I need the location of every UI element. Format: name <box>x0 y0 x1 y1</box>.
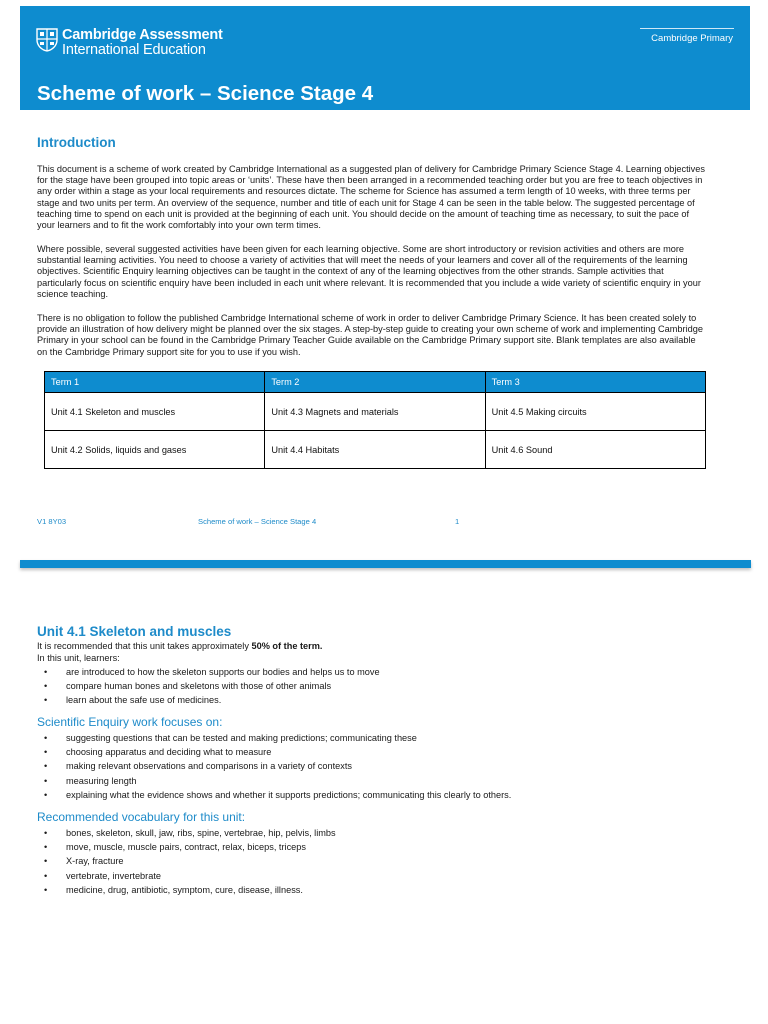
list-item: • choosing apparatus and deciding what to measure <box>44 747 272 758</box>
list-item: • bones, skeleton, skull, jaw, ribs, spine, vertebrae, hip, pelvis, limbs <box>44 828 336 838</box>
table-header-term-1: Term 1 <box>45 372 265 393</box>
list-item: • vertebrate, invertebrate <box>44 870 161 881</box>
table-cell: Unit 4.1 Skeleton and muscles <box>45 393 265 431</box>
logo-line-1: Cambridge Assessment <box>62 27 223 43</box>
list-item: • medicine, drug, antibiotic, symptom, cure, disease, illness. <box>44 884 303 895</box>
list-item: • are introduced to how the skeleton supports our bodies and helps us to move <box>44 667 380 677</box>
table-cell: Unit 4.3 Magnets and materials <box>265 393 485 431</box>
header-tag: Cambridge Primary <box>651 33 733 44</box>
table-cell: Unit 4.2 Solids, liquids and gases <box>45 431 265 469</box>
footer-page-number: 1 <box>455 517 460 526</box>
list-item: • measuring length <box>44 775 137 786</box>
learners-list <box>44 665 380 708</box>
table-row <box>45 431 706 469</box>
table-header-row <box>45 372 706 393</box>
enquiry-list <box>44 731 511 802</box>
enquiry-heading: Scientific Enquiry work focuses on: <box>37 715 223 729</box>
table-cell: Unit 4.4 Habitats <box>265 431 485 469</box>
shield-crest-icon <box>36 28 58 52</box>
intro-paragraph-1: This document is a scheme of work created by Cambridge International as a suggested plan of delivery for Cambridge Primary Science Stage 4. Learning objectives for the stage have been grouped into topic areas or ‘units’. These have then been arranged in a recommended teaching order but you are free to teach objectives in any order within a stage as your local requirements and resources dictate. The scheme for Science has assumed a term length of 10 weeks, with three terms per stage and two units per term. An overview of the sequence, number and title of each unit for Stage 4 can be seen in the table below. The suggested percentage of teaching time to spend on each unit is provided at the beginning of each unit. You should decide on the amount of teaching time as necessary, to suit the pace of your learners and to fit the work comfortably into your own term times. <box>37 164 705 231</box>
table-cell: Unit 4.6 Sound <box>485 431 705 469</box>
table-cell: Unit 4.5 Making circuits <box>485 393 705 431</box>
intro-paragraph-3: There is no obligation to follow the published Cambridge International scheme of work in order to deliver Cambridge Primary Science. It has been created solely to provide an illustration of how delivery might be planned over the six stages. A step-by-step guide to creating your own scheme of work and implementing Cambridge Primary in your school can be found in the Cambridge Primary Teacher Guide available on the Cambridge Primary support site. Blank templates are also available on the Cambridge Primary support site for you to use if you wish. <box>37 313 703 357</box>
list-item: • move, muscle, muscle pairs, contract, relax, biceps, triceps <box>44 842 306 853</box>
unit-learners-intro: In this unit, learners: <box>37 653 120 663</box>
list-item: • compare human bones and skeletons with those of other animals <box>44 681 332 692</box>
table-header-term-2: Term 2 <box>265 372 485 393</box>
header-banner <box>20 6 750 110</box>
list-item: • suggesting questions that can be tested and making predictions; communicating these <box>44 733 417 743</box>
recommendation-text: It is recommended that this unit takes approximately <box>37 641 252 651</box>
logo-line-2: International Education <box>62 42 206 58</box>
unit-recommendation <box>37 641 322 651</box>
vocabulary-heading: Recommended vocabulary for this unit: <box>37 810 246 824</box>
page-title: Scheme of work – Science Stage 4 <box>37 82 374 105</box>
intro-paragraph-2: Where possible, several suggested activities have been given for each learning objective. Some are short introductory or revision activities and others are more substantial learning activities. You need to choose a variety of activities that will meet the needs of your learners and cover all of the requirements of the learning objectives. Scientific Enquiry learning objectives can be taught in the context of any of the learning objectives from the other strands. Sample activities that particularly focus on scientific enquiry have been included in each unit where relevant. It is recommended that you include a wide variety of scientific enquiry in your science teaching. <box>37 244 701 299</box>
list-item: • learn about the safe use of medicines. <box>44 695 222 706</box>
table-row <box>45 393 706 431</box>
table-header-term-3: Term 3 <box>485 372 705 393</box>
footer-version: V1 8Y03 <box>37 517 67 526</box>
unit-heading: Unit 4.1 Skeleton and muscles <box>37 624 232 639</box>
header-rule <box>640 28 734 29</box>
intro-heading: Introduction <box>37 135 116 150</box>
cambridge-logo <box>36 28 223 58</box>
footer-document-title: Scheme of work – Science Stage 4 <box>198 517 317 526</box>
units-overview-table <box>44 371 706 469</box>
list-item: • X-ray, fracture <box>44 856 124 867</box>
recommendation-percentage: 50% of the term. <box>251 641 323 651</box>
list-item: • making relevant observations and comparisons in a variety of contexts <box>44 761 352 772</box>
list-item: • explaining what the evidence shows and whether it supports predictions; communicating this clearly to others. <box>44 789 512 800</box>
vocabulary-list <box>44 826 336 897</box>
page-divider <box>20 560 751 568</box>
